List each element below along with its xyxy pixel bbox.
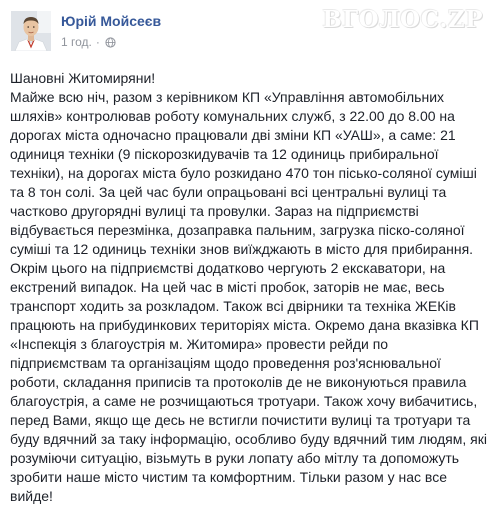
post-meta [61,35,116,49]
globe-icon[interactable] [105,37,116,48]
post-message: Майже всю ніч, разом з керівником КП «Управління автомобільних шляхів» контролював роботу комунальних служб, з 22.00 до 8.00 на дорогах міста одночасно працювали дві зміни КП «УАШ», а саме: 21 одиниця техніки (9 піскорозкидувачів та 12 одиниць прибиральної техніки), на дорогах міста було розкидано 470 тон пісько-соляної суміші та 8 тон солі. За цей час були опрацьовані всі центральні вулиці та частково другорядні вулиці та провулки. Зараз на підприємстві відбувається перезмінка, дозаправка пальним, загрузка піско-соляної суміші та 12 одиниць техніки знов виїжджають в місто для прибирання. Окрім цього на підприємстві додатково чергують 2 екскаватори, на екстрений випадок. На цей час в місті пробок, заторів не має, весь транспорт ходить за розкладом. Також всі двірники та техніка ЖЕКів працюють на прибудинкових територіях міста. Окремо дана вказівка КП «Інспекція з благоустрія м. Житомира» провести рейди по підприємствам та організаціям щодо проведення роз'яснювальної роботи, складання приписів та протоколів де не виконуються правила благоустрія, а саме не розчищаються тротуари. Також хочу вибачитись, перед Вами, якщо ще десь не встигли почистити вулиці та тротуари та буду вдячний за таку інформацію, особливо буду вдячний тим людям, які розуміючи ситуацію, візьмуть в руки лопату або мітлу та допоможуть зробити наше місто чистим та комфортним. Тільки разом у нас все вийде! [10,89,487,504]
post-greeting: Шановні Житомиряни! [10,70,156,86]
author-avatar[interactable] [11,11,51,51]
site-watermark: ВГОЛОС.ZP [322,6,483,33]
post-timestamp[interactable]: 1 год. [61,35,92,49]
author-name-link[interactable]: Юрій Мойсеєв [61,13,162,29]
post-text [10,69,488,506]
meta-separator: · [95,35,100,49]
